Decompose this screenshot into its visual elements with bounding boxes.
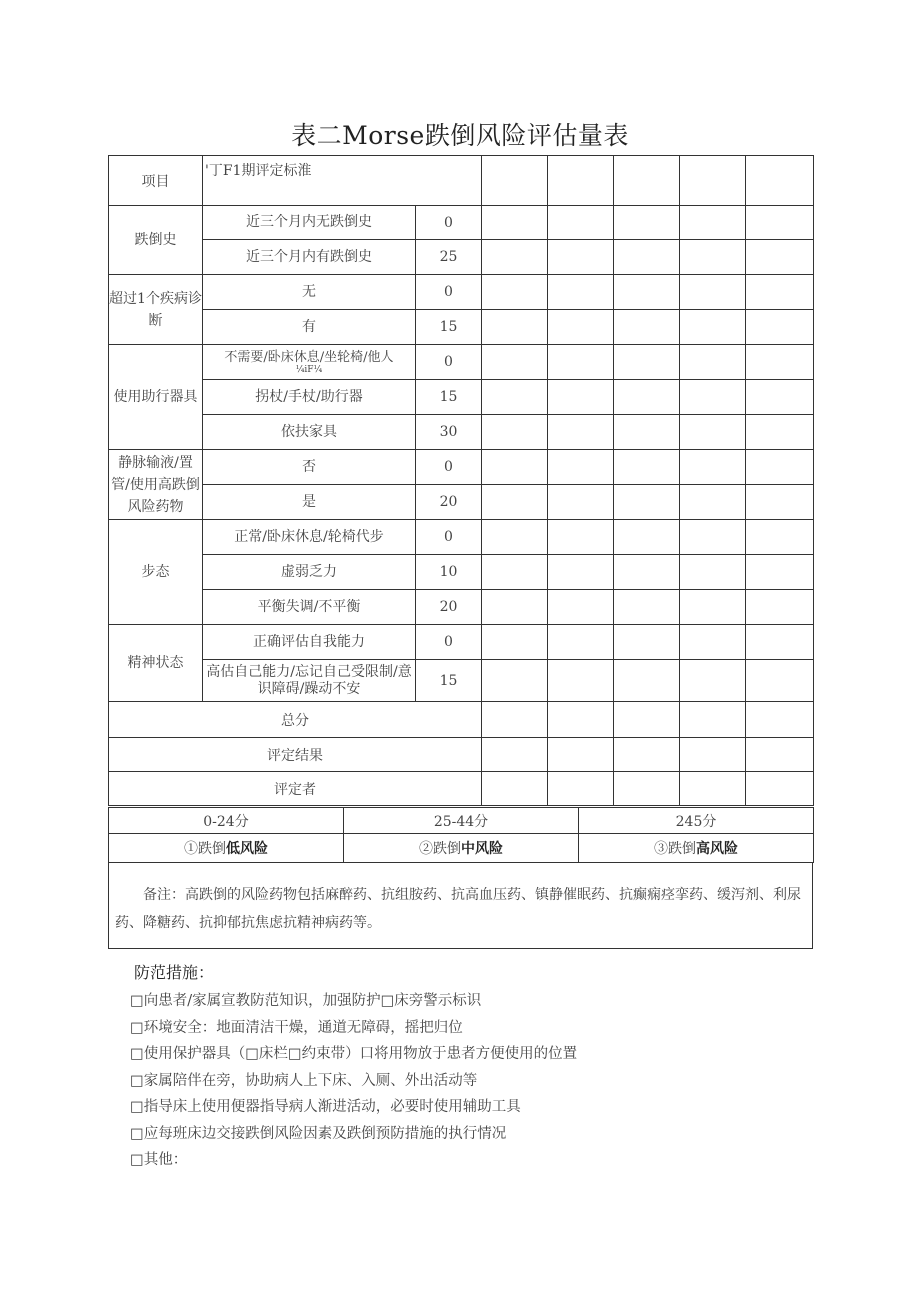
total-row <box>109 702 814 738</box>
category-fall-history: 跌倒史 <box>109 206 203 275</box>
criteria-cell: 否 <box>203 450 416 485</box>
category-walking-aid: 使用助行器具 <box>109 345 203 450</box>
category-mental-status: 精神状态 <box>109 625 203 702</box>
measure-item[interactable]: □其他： <box>130 1152 188 1168</box>
score-cell: 15 <box>416 660 482 702</box>
date-cell[interactable] <box>614 156 680 206</box>
table-row <box>109 240 814 275</box>
assessor-label: 评定者 <box>109 772 482 806</box>
score-cell: 30 <box>416 415 482 450</box>
category-gait: 步态 <box>109 520 203 625</box>
total-label: 总分 <box>109 702 482 738</box>
score-cell: 25 <box>416 240 482 275</box>
date-cell[interactable] <box>680 156 746 206</box>
level-low: ①跌倒低风险 <box>109 834 344 863</box>
criteria-cell: 依扶家具 <box>203 415 416 450</box>
date-cell[interactable] <box>746 156 814 206</box>
measures-list <box>130 988 577 1174</box>
measure-item[interactable]: □指导床上使用便器指导病人渐进活动，必要时使用辅助工具 <box>130 1099 521 1115</box>
risk-range-table <box>108 807 814 863</box>
score-cell: 0 <box>416 625 482 660</box>
criteria-cell: 虚弱乏力 <box>203 555 416 590</box>
result-label: 评定结果 <box>109 738 482 772</box>
range-low: 0-24分 <box>109 808 344 834</box>
score-cell: 15 <box>416 310 482 345</box>
table-row <box>109 660 814 702</box>
score-cell: 0 <box>416 345 482 380</box>
table-row <box>109 345 814 380</box>
criteria-cell: 平衡失调/不平衡 <box>203 590 416 625</box>
table-row <box>109 415 814 450</box>
criteria-cell: 近三个月内有跌倒史 <box>203 240 416 275</box>
criteria-cell <box>203 345 416 380</box>
criteria-cell: 无 <box>203 275 416 310</box>
criteria-cell: 有 <box>203 310 416 345</box>
score-cell: 10 <box>416 555 482 590</box>
criteria-cell: 正确评估自我能力 <box>203 625 416 660</box>
measure-item[interactable]: □应每班床边交接跌倒风险因素及跌倒预防措施的执行情况 <box>130 1125 507 1142</box>
criteria-cell: 拐杖/手杖/助行器 <box>203 380 416 415</box>
measure-item[interactable]: □使用保护器具（□床栏□约束带）口将用物放于患者方便使用的位置 <box>130 1046 578 1062</box>
measure-item[interactable]: □环境安全：地面清洁干燥，通道无障碍，摇把归位 <box>130 1019 463 1036</box>
score-cell: 0 <box>416 206 482 240</box>
criteria-cell: 是 <box>203 485 416 520</box>
table-row <box>109 275 814 310</box>
notes-box <box>108 863 813 949</box>
table-row <box>109 310 814 345</box>
page-title: 表二Morse跌倒风险评估量表 <box>291 121 629 150</box>
header-criteria: '丁F1期评定标淮 <box>203 156 482 206</box>
header-item: 项目 <box>109 156 203 206</box>
table-row <box>109 590 814 625</box>
table-row <box>109 520 814 555</box>
header-row <box>109 156 814 206</box>
criteria-cell: 近三个月内无跌倒史 <box>203 206 416 240</box>
notes-text: 备注：高跌倒的风险药物包括麻醉药、抗组胺药、抗高血压药、镇静催眠药、抗癫痫痉挛药、缓泻剂、利尿药、降糖药、抗抑郁抗焦虑抗精神病药等。 <box>115 887 801 931</box>
measure-item[interactable]: □家属陪伴在旁，协助病人上下床、入厕、外出活动等 <box>130 1072 478 1089</box>
score-cell: 20 <box>416 590 482 625</box>
criteria-text: 不需要/卧床休息/坐轮椅/他人 <box>224 349 394 365</box>
table-row <box>109 555 814 590</box>
measures-title: 防范措施： <box>134 963 215 982</box>
category-iv-medication: 静脉输液/置管/使用高跌倒风险药物 <box>109 450 203 520</box>
table-row <box>109 485 814 520</box>
criteria-cell: 高估自己能力/忘记自己受限制/意识障碍/躁动不安 <box>203 660 416 702</box>
morse-scale-table <box>108 155 814 806</box>
range-high: 245分 <box>579 808 814 834</box>
date-cell[interactable] <box>548 156 614 206</box>
level-high: ③跌倒高风险 <box>579 834 814 863</box>
level-mid: ②跌倒中风险 <box>344 834 579 863</box>
table-row <box>109 206 814 240</box>
range-row <box>109 808 814 834</box>
measure-item[interactable]: □向患者/家属宣教防范知识，加强防护□床旁警示标识 <box>130 993 482 1009</box>
score-cell: 0 <box>416 275 482 310</box>
table-row <box>109 625 814 660</box>
table-row <box>109 380 814 415</box>
score-cell: 15 <box>416 380 482 415</box>
range-mid: 25-44分 <box>344 808 579 834</box>
criteria-subtext: ¼iF¼ <box>295 364 323 375</box>
date-cell[interactable] <box>482 156 548 206</box>
table-row <box>109 450 814 485</box>
result-row <box>109 738 814 772</box>
assessor-row <box>109 772 814 806</box>
score-cell: 0 <box>416 520 482 555</box>
category-diagnosis: 超过1个疾病诊断 <box>109 275 203 345</box>
level-row <box>109 834 814 863</box>
score-cell: 20 <box>416 485 482 520</box>
score-cell: 0 <box>416 450 482 485</box>
criteria-cell: 正常/卧床休息/轮椅代步 <box>203 520 416 555</box>
